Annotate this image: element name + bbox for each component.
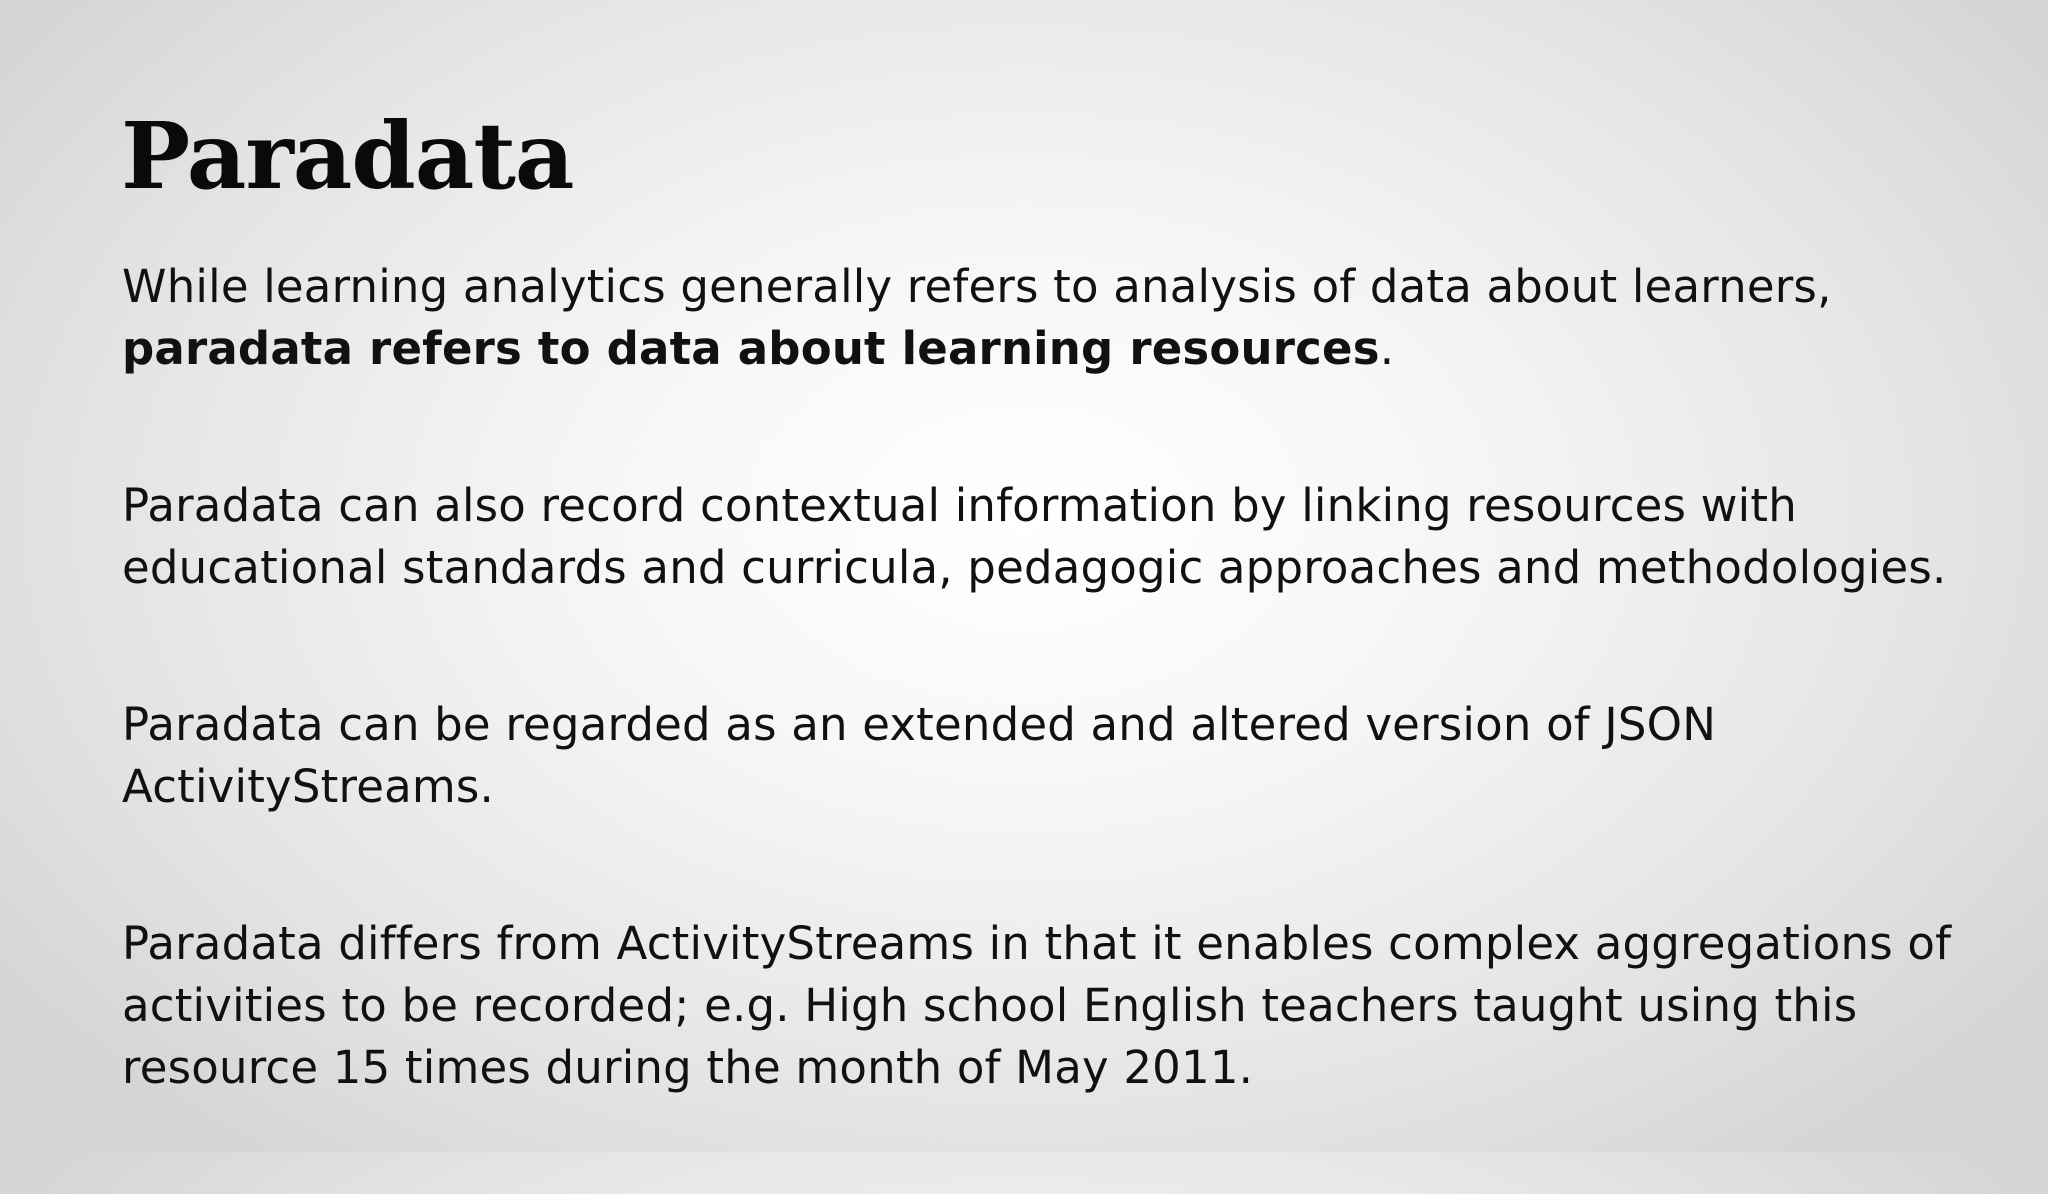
- paragraph-1-bold-text: paradata refers to data about learning resources: [122, 322, 1380, 375]
- paragraph-learning-analytics: [122, 256, 1962, 380]
- slide-body: [122, 256, 1962, 1194]
- paragraph-aggregations: Paradata differs from ActivityStreams in that it enables complex aggregations of activities to be recorded; e.g. High school English teachers taught using this resource 15 times during the month of May 2011.: [122, 917, 1952, 1094]
- paragraph-1-period: .: [1379, 322, 1395, 375]
- slide-title: Paradata: [121, 102, 574, 210]
- paragraph-contextual-information: Paradata can also record contextual information by linking resources with educational standards and curricula, pedagogic approaches and methodologies.: [122, 479, 1947, 594]
- paragraph-1-text: While learning analytics generally refers to analysis of data about learners,: [122, 260, 1832, 313]
- paragraph-activitystreams-version: Paradata can be regarded as an extended and altered version of JSON ActivityStreams.: [122, 698, 1717, 813]
